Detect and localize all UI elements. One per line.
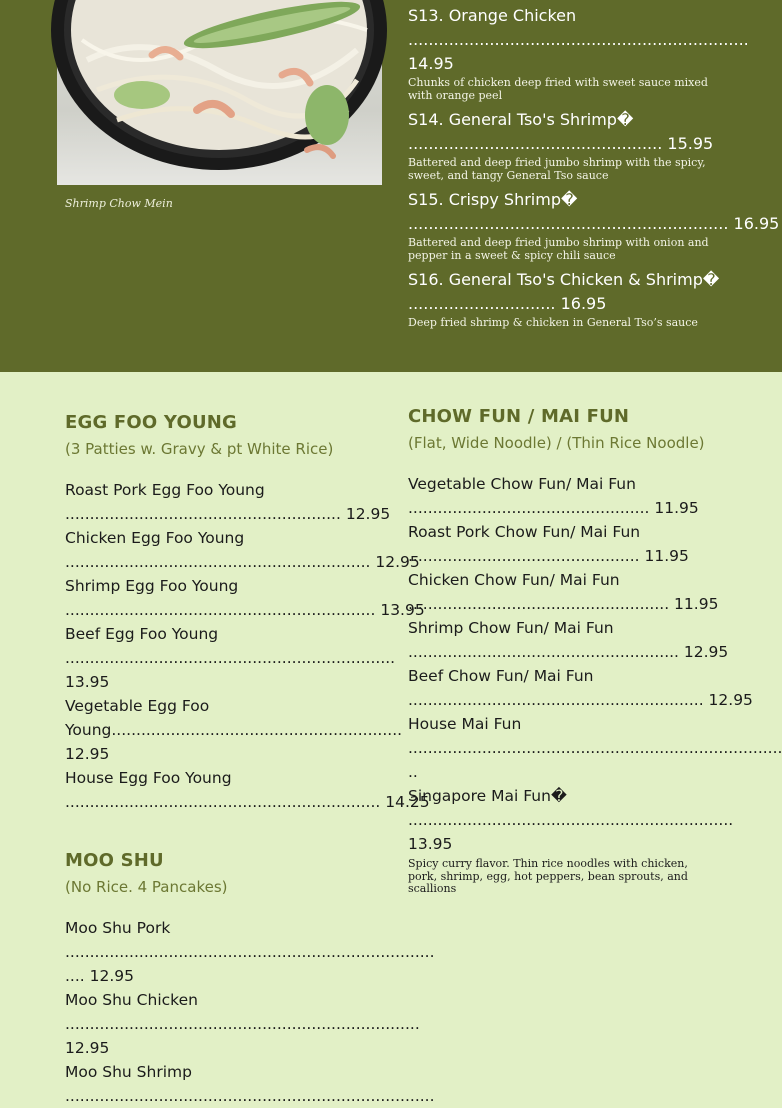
right-column (408, 404, 782, 896)
special-leader (408, 132, 726, 156)
special-desc: Deep fried shrimp & chicken in General Tso’s sauce (408, 316, 698, 329)
special-item (408, 188, 780, 262)
menu-item (408, 784, 734, 896)
menu-item (408, 616, 729, 664)
menu-item (408, 712, 782, 784)
specials-banner (0, 0, 782, 372)
item-name: Roast Pork Chow Fun/ Mai Fun (408, 523, 641, 541)
egg-foo-young-section (65, 410, 430, 814)
item-name: Vegetable Chow Fun/ Mai Fun (408, 475, 636, 493)
item-dots: .................................................................. (408, 811, 734, 829)
item-price-line: ............................................... 11.95 (408, 547, 689, 565)
special-price: 15.95 (667, 134, 714, 153)
section-subtitle: (No Rice. 4 Pancakes) (65, 878, 228, 896)
special-dots: .................................................. (408, 134, 663, 153)
section-gap (65, 814, 377, 848)
dish-illustration (57, 0, 382, 185)
item-dots: ........................................................................... (65, 943, 435, 961)
special-desc: Battered and deep fried jumbo shrimp with onion and pepper in a sweet & spicy chili sauce (408, 236, 709, 262)
specials-list (408, 4, 780, 335)
item-name: Roast Pork Egg Foo Young (65, 481, 265, 499)
item-price-line: ............................................................ 12.95 (408, 691, 753, 709)
section-title: MOO SHU (65, 850, 164, 871)
item-name: Moo Shu Shrimp (65, 1063, 192, 1081)
item-price-line: ....................................................... 12.95 (408, 643, 729, 661)
item-name: Chicken Chow Fun/ Mai Fun (408, 571, 620, 589)
item-dots: ........................................................................... (65, 1087, 435, 1105)
special-item (408, 268, 726, 329)
section-title: EGG FOO YOUNG (65, 412, 238, 433)
item-name: Moo Shu Chicken (65, 991, 198, 1009)
section-title: CHOW FUN / MAI FUN (408, 406, 630, 427)
item-name: House Egg Foo Young (65, 769, 232, 787)
special-dots: ............................................................... (408, 214, 729, 233)
menu-item (65, 1060, 435, 1108)
item-price: 13.95 (408, 835, 453, 853)
special-item (408, 4, 749, 102)
item-name: Shrimp Egg Foo Young (65, 577, 239, 595)
special-price: 16.95 (560, 294, 607, 313)
item-desc: Spicy curry flavor. Thin rice noodles with chicken, pork, shrimp, egg, hot peppers, bean sprouts, and scallions (408, 857, 688, 895)
item-price-line: ................................................................ 14.25 (65, 793, 430, 811)
item-dots-continued: .. (408, 763, 418, 781)
menu-item (408, 520, 720, 568)
item-price-line: ............................................................... 13.95 (65, 601, 425, 619)
item-name: Vegetable Egg Foo (65, 697, 210, 715)
section-subtitle: (3 Patties w. Gravy & pt White Rice) (65, 440, 334, 458)
item-dots: Young........................................................... (65, 721, 403, 739)
special-name: S16. General Tso's Chicken & Shrimp� (408, 270, 720, 289)
special-desc: Battered and deep fried jumbo shrimp with the spicy, sweet, and tangy General Tso sauce (408, 156, 706, 182)
moo-shu-section (65, 848, 435, 1108)
item-price: 12.95 (65, 1039, 110, 1057)
menu-item (65, 694, 403, 766)
item-price-line: ........................................................ 12.95 (65, 505, 391, 523)
photo-caption: Shrimp Chow Mein (65, 197, 173, 210)
special-dots: ............................. (408, 294, 556, 313)
item-name: Shrimp Chow Fun/ Mai Fun (408, 619, 614, 637)
item-dots: ............................................................................ (408, 739, 782, 757)
special-name: S14. General Tso's Shrimp� (408, 110, 634, 129)
menu-item (65, 766, 430, 814)
item-price-line: .............................................................. 12.95 (65, 553, 420, 571)
item-dots: ........................................................................ (65, 1015, 420, 1033)
item-name: Beef Egg Foo Young (65, 625, 219, 643)
item-name: Beef Chow Fun/ Mai Fun (408, 667, 594, 685)
special-name: S15. Crispy Shrimp� (408, 190, 578, 209)
special-price: 14.95 (408, 54, 454, 73)
item-name: House Mai Fun (408, 715, 522, 733)
menu-item (408, 664, 753, 712)
section-subtitle: (Flat, Wide Noodle) / (Thin Rice Noodle) (408, 434, 705, 452)
item-dots: ................................................................... (65, 649, 396, 667)
item-name: Moo Shu Pork (65, 919, 171, 937)
menu-item (408, 568, 720, 616)
item-name: Singapore Mai Fun� (408, 787, 567, 805)
special-item (408, 108, 726, 182)
special-leader (408, 292, 726, 316)
menu-item (65, 916, 435, 988)
menu-item (65, 478, 391, 526)
item-price: 13.95 (65, 673, 110, 691)
menu-item (65, 526, 420, 574)
menu-item (65, 622, 396, 694)
special-leader (408, 212, 780, 236)
item-name: Chicken Egg Foo Young (65, 529, 245, 547)
item-price: 12.95 (65, 745, 110, 763)
special-price: 16.95 (733, 214, 780, 233)
shrimp-chow-mein-photo (57, 0, 382, 185)
menu-item (65, 988, 420, 1060)
menu-item (408, 472, 720, 520)
special-desc: Chunks of chicken deep fried with sweet sauce mixed with orange peel (408, 76, 708, 102)
left-column (65, 410, 435, 1108)
item-price-line: ................................................. 11.95 (408, 499, 699, 517)
chow-fun-section (408, 404, 782, 896)
special-dots: ................................................................... (408, 30, 749, 49)
item-price: .... 12.95 (65, 967, 135, 985)
item-price-line: ..................................................... 11.95 (408, 595, 719, 613)
special-name: S13. Orange Chicken (408, 6, 577, 25)
menu-item (65, 574, 425, 622)
